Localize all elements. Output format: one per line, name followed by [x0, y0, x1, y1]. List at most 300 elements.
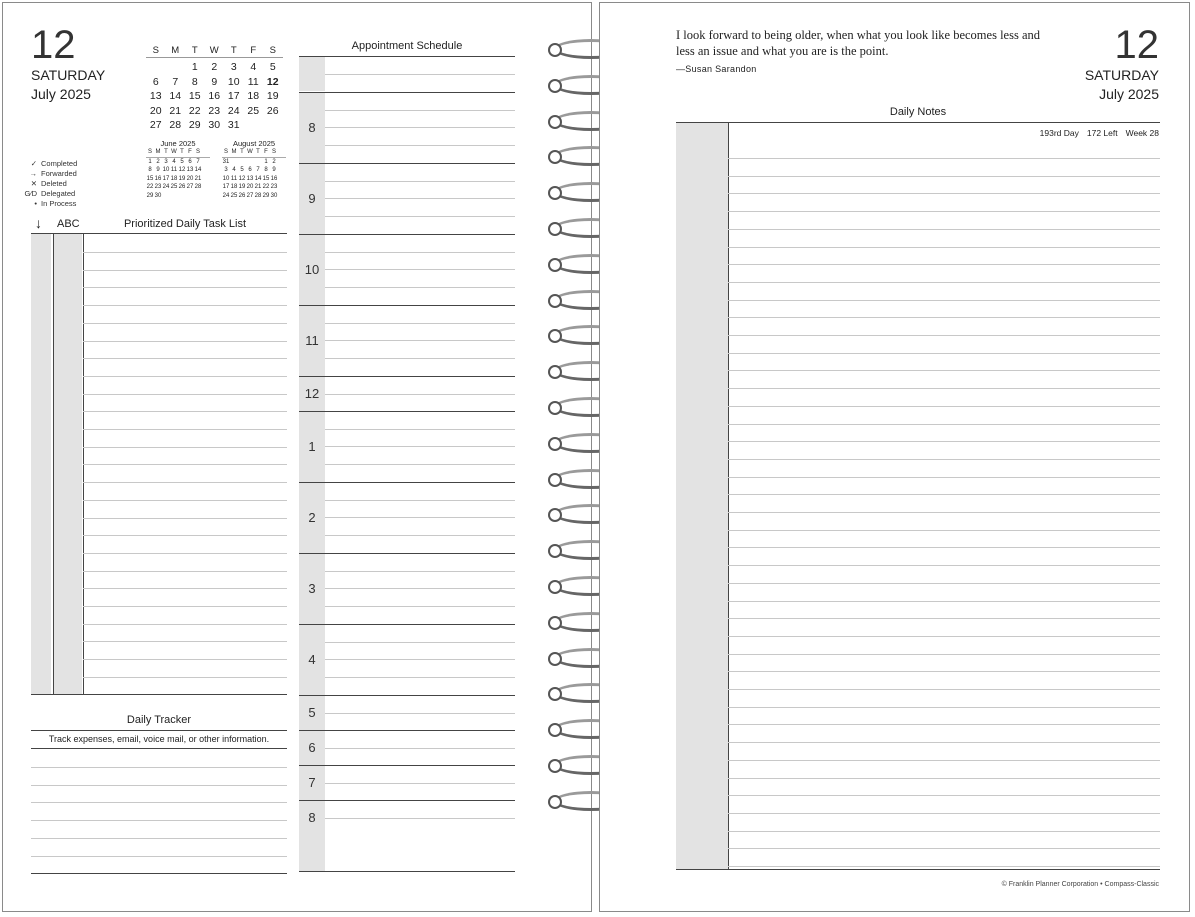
calendar-day: 3	[164, 158, 168, 165]
calendar-day	[186, 192, 194, 201]
calendar-day[interactable]: 9	[211, 75, 218, 88]
notes-line[interactable]	[728, 689, 1160, 690]
appointment-line[interactable]	[325, 464, 515, 465]
appointment-line[interactable]	[325, 394, 515, 395]
calendar-day: 29	[262, 192, 270, 199]
notes-line[interactable]	[728, 477, 1160, 478]
hour-label: 3	[308, 581, 316, 596]
calendar-day: 6	[188, 158, 192, 165]
calendar-day[interactable]: 31	[227, 119, 240, 131]
weekday-header: S	[147, 149, 152, 155]
calendar-day[interactable]: 25	[247, 104, 260, 117]
notes-line[interactable]	[728, 158, 1160, 159]
task-line[interactable]	[83, 287, 287, 288]
notes-line[interactable]	[728, 441, 1160, 442]
notes-line[interactable]	[728, 424, 1160, 425]
appointment-line[interactable]	[325, 677, 515, 678]
calendar-day: 8	[148, 167, 152, 173]
appointment-line[interactable]	[325, 287, 515, 288]
calendar-day[interactable]: 28	[169, 119, 182, 131]
legend-label: Completed	[41, 159, 78, 168]
ring-hole	[548, 329, 562, 343]
ring-hole	[548, 652, 562, 666]
appointment-line[interactable]	[325, 198, 515, 199]
calendar-day[interactable]: 2	[211, 61, 218, 73]
notes-line[interactable]	[728, 742, 1160, 743]
legend-item	[23, 189, 77, 199]
calendar-day[interactable]: 22	[188, 104, 201, 117]
ring-hole	[548, 759, 562, 773]
notes-line[interactable]	[728, 247, 1160, 248]
calendar-day: 19	[178, 175, 186, 182]
ring-hole	[548, 508, 562, 522]
legend-label: In Process	[41, 199, 77, 208]
notes-line[interactable]	[728, 813, 1160, 814]
calendar-day: 18	[170, 175, 178, 182]
legend-label: Forwarded	[41, 169, 77, 178]
calendar-day: 6	[248, 167, 252, 173]
days-left: 172 Left	[1086, 128, 1118, 138]
notes-line[interactable]	[728, 229, 1160, 230]
footer-copyright: © Franklin Planner Corporation • Compass-Classic	[1001, 881, 1159, 888]
task-line[interactable]	[83, 305, 287, 306]
ring-hole	[548, 473, 562, 487]
calendar-day: 18	[230, 184, 238, 190]
calendar-day[interactable]: 21	[169, 104, 182, 117]
notes-line[interactable]	[728, 370, 1160, 371]
weekday-header: S	[223, 149, 228, 155]
week-number: Week 28	[1125, 128, 1159, 138]
calendar-day: 5	[240, 167, 244, 173]
hour-label: 9	[308, 191, 316, 206]
calendar-day	[194, 192, 202, 201]
tracker-line[interactable]	[31, 802, 287, 803]
calendar-day[interactable]: 5	[269, 61, 276, 73]
calendar-day: 25	[170, 184, 178, 190]
weekday-header: F	[188, 149, 192, 155]
notes-line[interactable]	[728, 601, 1160, 602]
legend-label: Delegated	[41, 189, 76, 198]
calendar-day: 20	[246, 184, 254, 190]
calendar-day[interactable]: 26	[266, 104, 279, 117]
task-line[interactable]	[83, 447, 287, 448]
task-line[interactable]	[83, 270, 287, 271]
notes-line[interactable]	[728, 317, 1160, 318]
calendar-day: 21	[194, 175, 202, 182]
notes-line[interactable]	[728, 193, 1160, 194]
calendar-day: 14	[254, 175, 262, 182]
hour-separator	[299, 765, 515, 766]
appointment-line[interactable]	[325, 181, 515, 182]
appointment-line[interactable]	[325, 535, 515, 536]
ring-hole	[548, 437, 562, 451]
appointment-gray-gap	[299, 57, 325, 91]
calendar-day: 30	[270, 192, 278, 199]
appointment-end	[299, 871, 515, 872]
calendar-day: 4	[232, 167, 236, 173]
appointment-line[interactable]	[325, 818, 515, 819]
calendar-day[interactable]: 7	[172, 75, 179, 88]
calendar-day: 12	[178, 167, 186, 173]
appointment-line[interactable]	[325, 713, 515, 714]
appointment-line[interactable]	[325, 783, 515, 784]
calendar-day: 19	[238, 184, 246, 190]
tracker-line[interactable]	[31, 838, 287, 839]
task-line[interactable]	[83, 571, 287, 572]
tracker-line[interactable]	[31, 785, 287, 786]
calendar-day: 17	[162, 175, 170, 182]
ring-hole	[548, 401, 562, 415]
calendar-day: 1	[148, 158, 152, 165]
calendar-day[interactable]: 4	[250, 61, 257, 73]
quote-text: I look forward to being older, when what you look like becomes less and less an issue and what you are is the point.	[676, 28, 1040, 58]
weekday-header: T	[240, 149, 244, 155]
next-month-title: August 2025	[232, 139, 276, 148]
appointment-line[interactable]	[325, 500, 515, 501]
legend-symbol: ✕	[30, 179, 37, 188]
calendar-day[interactable]: 30	[208, 119, 221, 131]
day-of-year: 193rd Day	[1039, 128, 1079, 138]
tracker-line[interactable]	[31, 820, 287, 821]
weekday-header: S	[269, 45, 276, 56]
legend-symbol: →	[29, 169, 37, 178]
appointment-line[interactable]	[325, 358, 515, 359]
calendar-day: 11	[170, 167, 178, 173]
notes-line[interactable]	[728, 335, 1160, 336]
calendar-day: 24	[162, 184, 170, 190]
weekday-header: T	[256, 149, 260, 155]
weekday: SATURDAY	[31, 67, 106, 83]
tracker-subtitle: Track expenses, email, voice mail, or other information.	[48, 734, 270, 744]
down-arrow-icon: ↓	[35, 215, 42, 231]
notes-line[interactable]	[728, 388, 1160, 389]
ring-hole	[548, 150, 562, 164]
notes-line[interactable]	[728, 583, 1160, 584]
task-line[interactable]	[83, 252, 287, 253]
ring-hole	[548, 723, 562, 737]
hour-label: 8	[308, 120, 316, 135]
calendar-day[interactable]: 11	[247, 75, 259, 88]
weekday-header: T	[191, 45, 198, 56]
appointment-line[interactable]	[325, 252, 515, 253]
calendar-day[interactable]: 14	[169, 90, 182, 102]
notes-line[interactable]	[728, 547, 1160, 548]
calendar-day[interactable]: 29	[188, 119, 201, 131]
calendar-day[interactable]: 15	[188, 90, 201, 102]
hour-label: 4	[308, 652, 316, 667]
tracker-line[interactable]	[31, 767, 287, 768]
quote-author: —Susan Sarandon	[676, 64, 757, 74]
notes-title: Daily Notes	[889, 106, 947, 118]
hour-label: 2	[308, 510, 316, 525]
notes-line[interactable]	[728, 795, 1160, 796]
ring-hole	[548, 258, 562, 272]
hour-label: 8	[308, 810, 316, 825]
notes-line[interactable]	[728, 530, 1160, 531]
calendar-day: 10	[222, 175, 230, 182]
month-year: July 2025	[31, 86, 91, 102]
notes-line[interactable]	[728, 848, 1160, 849]
weekday-header: M	[231, 149, 237, 155]
task-line[interactable]	[83, 641, 287, 642]
tracker-line[interactable]	[31, 856, 287, 857]
prev-month-title: June 2025	[160, 139, 196, 148]
task-line[interactable]	[83, 358, 287, 359]
hour-separator	[299, 234, 515, 235]
task-line[interactable]	[83, 394, 287, 395]
calendar-day: 8	[264, 167, 268, 173]
calendar-day: 17	[222, 184, 230, 190]
month-year-right: July 2025	[1099, 86, 1159, 102]
weekday-header: W	[209, 45, 219, 56]
ring-hole	[548, 544, 562, 558]
calendar-day: 31	[222, 158, 230, 165]
hour-label: 7	[308, 775, 316, 790]
right-page	[599, 2, 1190, 912]
appointment-line[interactable]	[325, 74, 515, 75]
notes-line[interactable]	[728, 176, 1160, 177]
weekday-header: S	[152, 45, 159, 56]
task-line[interactable]	[83, 323, 287, 324]
calendar-day[interactable]: 17	[227, 90, 240, 102]
calendar-day[interactable]: 1	[191, 61, 198, 73]
calendar-day: 27	[186, 184, 194, 190]
calendar-day: 29	[146, 192, 154, 199]
task-line[interactable]	[83, 518, 287, 519]
month-calendar	[146, 45, 283, 133]
appointment-line[interactable]	[325, 127, 515, 128]
weekday-header: T	[164, 149, 168, 155]
ring-hole	[548, 795, 562, 809]
calendar-day[interactable]: 18	[247, 90, 260, 102]
hour-label: 10	[304, 262, 320, 277]
priority-column	[31, 234, 51, 694]
appointment-line[interactable]	[325, 571, 515, 572]
calendar-day[interactable]	[244, 118, 264, 133]
calendar-day	[254, 158, 262, 167]
weekday-header: S	[271, 149, 276, 155]
calendar-day[interactable]: 20	[149, 104, 162, 117]
notes-line[interactable]	[728, 866, 1160, 867]
calendar-day: 12	[238, 175, 246, 182]
calendar-day[interactable]: 16	[208, 90, 221, 102]
calendar-day[interactable]	[263, 118, 283, 133]
legend-item	[23, 199, 77, 209]
hour-separator	[299, 695, 515, 696]
calendar-day: 2	[272, 158, 276, 165]
calendar-day	[230, 158, 238, 167]
notes-line[interactable]	[728, 618, 1160, 619]
calendar-day[interactable]: 13	[149, 90, 162, 102]
calendar-day[interactable]: 19	[266, 90, 279, 102]
calendar-day: 26	[178, 184, 186, 190]
ring-hole	[548, 186, 562, 200]
task-line[interactable]	[83, 482, 287, 483]
hour-label: 12	[304, 386, 320, 401]
appointment-line[interactable]	[325, 216, 515, 217]
hour-label: 1	[308, 439, 316, 454]
task-line[interactable]	[83, 341, 287, 342]
task-line[interactable]	[83, 411, 287, 412]
notes-line[interactable]	[728, 636, 1160, 637]
task-line[interactable]	[83, 606, 287, 607]
notes-line[interactable]	[728, 831, 1160, 832]
appointment-line[interactable]	[325, 517, 515, 518]
notes-line[interactable]	[728, 300, 1160, 301]
calendar-day: 25	[230, 192, 238, 199]
calendar-day	[162, 192, 170, 201]
notes-line[interactable]	[728, 760, 1160, 761]
hour-separator	[299, 800, 515, 801]
ring-hole	[548, 222, 562, 236]
task-line[interactable]	[83, 376, 287, 377]
calendar-day: 15	[262, 175, 270, 182]
calendar-day: 16	[154, 175, 162, 182]
notes-line[interactable]	[728, 459, 1160, 460]
day-number: 12	[31, 23, 76, 67]
legend-label: Deleted	[41, 179, 67, 188]
calendar-day	[170, 192, 178, 201]
appointment-line[interactable]	[325, 606, 515, 607]
notes-line[interactable]	[728, 512, 1160, 513]
calendar-day: 26	[238, 192, 246, 199]
task-line[interactable]	[83, 677, 287, 678]
weekday-header: S	[195, 149, 200, 155]
appointment-line[interactable]	[325, 659, 515, 660]
hour-separator	[299, 553, 515, 554]
hour-separator	[299, 163, 515, 164]
prev-month-calendar	[146, 139, 210, 200]
calendar-day: 15	[146, 175, 154, 182]
appointment-line[interactable]	[325, 110, 515, 111]
hour-separator	[299, 92, 515, 93]
notes-line[interactable]	[728, 778, 1160, 779]
calendar-day: 30	[154, 192, 162, 199]
appointment-line[interactable]	[325, 340, 515, 341]
calendar-day[interactable]: 27	[149, 119, 162, 131]
calendar-day: 24	[222, 192, 230, 199]
notes-line[interactable]	[728, 654, 1160, 655]
legend-item	[23, 159, 77, 169]
calendar-day[interactable]	[166, 60, 186, 75]
calendar-day[interactable]: 24	[227, 104, 240, 117]
hour-separator	[299, 411, 515, 412]
notes-line[interactable]	[728, 264, 1160, 265]
notes-line[interactable]	[728, 211, 1160, 212]
notes-line[interactable]	[728, 671, 1160, 672]
calendar-day: 3	[224, 167, 228, 173]
calendar-day: 14	[194, 167, 202, 173]
calendar-day: 28	[194, 184, 202, 190]
ring-hole	[548, 43, 562, 57]
calendar-day: 10	[162, 167, 170, 173]
calendar-day: 11	[230, 175, 238, 182]
calendar-day[interactable]: 23	[208, 104, 221, 117]
notes-line[interactable]	[728, 724, 1160, 725]
calendar-day: 27	[246, 192, 254, 199]
calendar-day: 21	[254, 184, 262, 190]
hour-separator	[299, 624, 515, 625]
notes-line[interactable]	[728, 494, 1160, 495]
notes-line[interactable]	[728, 707, 1160, 708]
calendar-day[interactable]: 3	[230, 61, 237, 73]
calendar-day: 16	[270, 175, 278, 182]
ring-hole	[548, 616, 562, 630]
calendar-day[interactable]: 10	[227, 75, 240, 88]
appointment-line[interactable]	[325, 588, 515, 589]
notes-line[interactable]	[728, 406, 1160, 407]
task-line[interactable]	[83, 500, 287, 501]
hour-label: 6	[308, 740, 316, 755]
weekday-header: T	[230, 45, 237, 56]
weekday-header: W	[247, 149, 253, 155]
appointment-gray-end	[299, 835, 325, 871]
notes-line[interactable]	[728, 353, 1160, 354]
appointment-line[interactable]	[325, 145, 515, 146]
calendar-day[interactable]	[146, 60, 166, 75]
left-page	[2, 2, 592, 912]
appointment-line[interactable]	[325, 748, 515, 749]
task-line[interactable]	[83, 553, 287, 554]
task-line[interactable]	[83, 659, 287, 660]
calendar-day[interactable]: 6	[152, 75, 159, 88]
hour-separator	[299, 305, 515, 306]
ring-hole	[548, 294, 562, 308]
notes-line[interactable]	[728, 565, 1160, 566]
calendar-day: 1	[264, 158, 268, 165]
ring-hole	[548, 580, 562, 594]
weekday-header: T	[180, 149, 184, 155]
hour-label: 11	[305, 333, 319, 348]
weekday-header: F	[250, 45, 257, 56]
appointment-line[interactable]	[325, 323, 515, 324]
appointment-line[interactable]	[325, 446, 515, 447]
legend-symbol: ✓	[30, 159, 37, 168]
ring-hole	[548, 687, 562, 701]
task-line[interactable]	[83, 624, 287, 625]
task-line[interactable]	[83, 429, 287, 430]
calendar-day[interactable]: 12	[266, 75, 279, 88]
appointment-line[interactable]	[325, 429, 515, 430]
notes-line[interactable]	[728, 282, 1160, 283]
legend-item	[23, 169, 77, 179]
ring-hole	[548, 365, 562, 379]
calendar-day: 7	[196, 158, 200, 165]
calendar-day[interactable]: 8	[191, 75, 198, 88]
calendar-day	[178, 192, 186, 201]
weekday-header: M	[155, 149, 161, 155]
day-counter	[1040, 128, 1159, 138]
appointment-line[interactable]	[325, 269, 515, 270]
task-line[interactable]	[83, 535, 287, 536]
calendar-day: 22	[146, 184, 154, 190]
calendar-day: 23	[154, 184, 162, 190]
legend-symbol: •	[34, 199, 37, 208]
task-line[interactable]	[83, 464, 287, 465]
task-line[interactable]	[83, 588, 287, 589]
abc-header: ABC	[57, 218, 80, 230]
ring-hole	[548, 79, 562, 93]
legend-item	[23, 179, 77, 189]
appointment-title: Appointment Schedule	[351, 40, 463, 52]
tracker-title: Daily Tracker	[126, 714, 192, 726]
appointment-line[interactable]	[325, 642, 515, 643]
calendar-day: 28	[254, 192, 262, 199]
calendar-day: 5	[180, 158, 184, 165]
legend-symbol: G∕D	[24, 189, 37, 198]
calendar-day	[238, 158, 246, 167]
next-month-calendar	[222, 139, 286, 200]
